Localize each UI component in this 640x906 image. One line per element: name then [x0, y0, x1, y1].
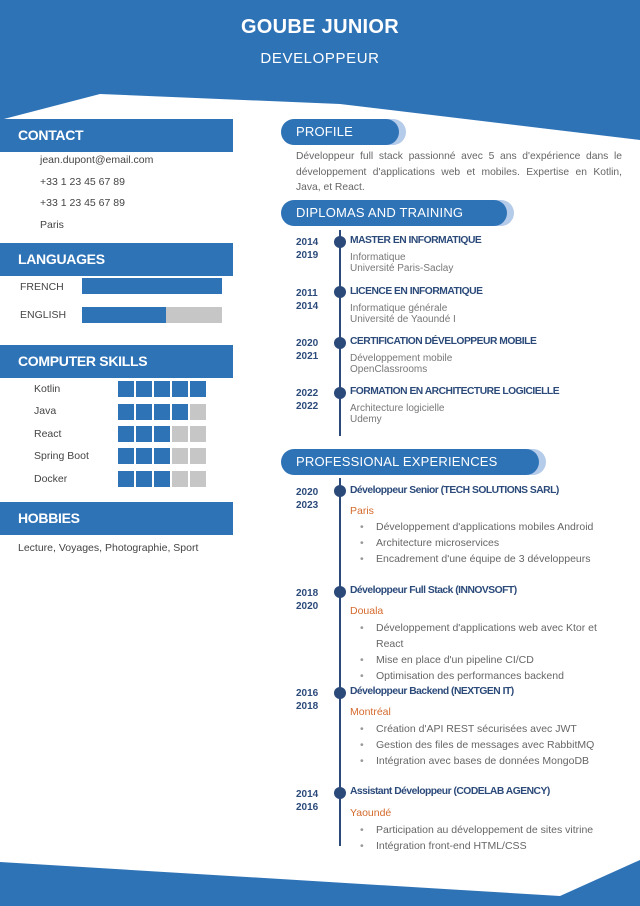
- skill-label: Spring Boot: [34, 450, 89, 462]
- experience-location: Montréal: [350, 706, 391, 718]
- task-item: • Optimisation des performances backend: [360, 668, 622, 684]
- diploma-details: Architecture logicielle Udemy: [350, 403, 445, 425]
- experience-location: Paris: [350, 505, 374, 517]
- skill-level-meter: [118, 426, 206, 442]
- timeline-dot: [334, 337, 346, 349]
- skill-level-meter: [118, 471, 206, 487]
- languages-heading: LANGUAGES: [0, 243, 233, 276]
- skill-level-box: [136, 471, 152, 487]
- task-item: • Création d'API REST sécurisées avec JWT: [360, 721, 622, 737]
- experience-location: Yaoundé: [350, 807, 392, 819]
- skill-label: Docker: [34, 473, 68, 485]
- skill-level-meter: [118, 381, 206, 397]
- task-item: • Développement d'applications mobiles Android: [360, 519, 622, 535]
- experiences-heading: PROFESSIONAL EXPERIENCES: [281, 449, 539, 475]
- profile-summary: Développeur full stack passionné avec 5 ans d'expérience dans le développement d'applications web et mobiles. Expertise en Kotlin, Java, et React.: [296, 151, 622, 193]
- language-label: ENGLISH: [20, 309, 67, 321]
- task-item: • Mise en place d'un pipeline CI/CD: [360, 652, 622, 668]
- skill-label: React: [34, 428, 62, 440]
- skill-label: Java: [34, 405, 57, 417]
- contact-heading: CONTACT: [0, 119, 233, 152]
- diploma-details: Informatique générale Université de Yaoundé I: [350, 303, 456, 325]
- skill-level-box: [172, 404, 188, 420]
- task-item: • Architecture microservices: [360, 535, 622, 551]
- skill-level-box: [154, 471, 170, 487]
- skill-level-box: [118, 381, 134, 397]
- timeline-dot: [334, 387, 346, 399]
- experience-tasks: [360, 822, 622, 854]
- timeline-dot: [334, 787, 346, 799]
- diploma-years: 2014 2019: [296, 237, 319, 261]
- experience-title: Développeur Full Stack (INNOVSOFT): [350, 585, 517, 596]
- skill-level-box: [172, 471, 188, 487]
- timeline-dot: [334, 236, 346, 248]
- diplomas-heading: DIPLOMAS AND TRAINING: [281, 200, 507, 226]
- contact-phone-secondary: +33 1 23 45 67 89: [40, 197, 125, 209]
- skill-level-box: [172, 426, 188, 442]
- skill-level-box: [190, 471, 206, 487]
- diplomas-timeline: [339, 230, 341, 436]
- skill-level-meter: [118, 404, 206, 420]
- skill-level-meter: [118, 448, 206, 464]
- skill-level-box: [190, 426, 206, 442]
- experience-tasks: [360, 519, 622, 567]
- timeline-dot: [334, 687, 346, 699]
- skill-level-box: [136, 404, 152, 420]
- contact-city: Paris: [40, 219, 64, 231]
- timeline-dot: [334, 286, 346, 298]
- skill-level-box: [136, 448, 152, 464]
- experience-tasks: [360, 721, 622, 769]
- skill-level-box: [118, 404, 134, 420]
- task-item: • Développement d'applications web avec Ktor et React: [360, 620, 622, 652]
- experience-years: 2014 2016: [296, 789, 319, 813]
- skills-heading: COMPUTER SKILLS: [0, 345, 233, 378]
- experience-years: 2018 2020: [296, 588, 319, 612]
- skill-level-box: [136, 426, 152, 442]
- skill-level-box: [154, 448, 170, 464]
- task-item: • Intégration avec bases de données MongoDB: [360, 753, 622, 769]
- experience-title: Développeur Backend (NEXTGEN IT): [350, 686, 514, 697]
- skill-level-box: [136, 381, 152, 397]
- skill-level-box: [172, 448, 188, 464]
- job-title: DEVELOPPEUR: [260, 50, 380, 67]
- skill-level-box: [154, 404, 170, 420]
- timeline-dot: [334, 586, 346, 598]
- timeline-dot: [334, 485, 346, 497]
- skill-level-box: [190, 381, 206, 397]
- skill-level-box: [118, 448, 134, 464]
- skill-level-box: [190, 448, 206, 464]
- skill-level-box: [172, 381, 188, 397]
- diploma-years: 2022 2022: [296, 388, 319, 412]
- task-item: • Encadrement d'une équipe de 3 développeurs: [360, 551, 622, 567]
- candidate-name: GOUBE JUNIOR: [240, 16, 400, 38]
- diploma-years: 2020 2021: [296, 338, 319, 362]
- experience-tasks: [360, 620, 622, 684]
- diploma-title: MASTER EN INFORMATIQUE: [350, 235, 482, 246]
- diploma-title: FORMATION EN ARCHITECTURE LOGICIELLE: [350, 386, 560, 397]
- footer-banner: [0, 858, 640, 906]
- language-label: FRENCH: [20, 281, 64, 293]
- experience-title: Assistant Développeur (CODELAB AGENCY): [350, 786, 550, 797]
- contact-email: jean.dupont@email.com: [40, 154, 154, 166]
- skill-level-box: [118, 471, 134, 487]
- experience-years: 2020 2023: [296, 487, 319, 511]
- skill-label: Kotlin: [34, 383, 61, 395]
- hobbies-heading: HOBBIES: [0, 502, 233, 535]
- skill-level-box: [190, 404, 206, 420]
- skill-level-box: [154, 381, 170, 397]
- diploma-title: LICENCE EN INFORMATIQUE: [350, 286, 483, 297]
- experience-title: Développeur Senior (TECH SOLUTIONS SARL): [350, 485, 559, 496]
- diploma-details: Développement mobile OpenClassrooms: [350, 353, 453, 375]
- experience-location: Douala: [350, 605, 384, 617]
- hobbies-text: Lecture, Voyages, Photographie, Sport: [18, 542, 199, 554]
- diploma-title: CERTIFICATION DÉVELOPPEUR MOBILE: [350, 336, 537, 347]
- experience-years: 2016 2018: [296, 688, 319, 712]
- language-level-bar: [82, 278, 222, 294]
- profile-heading: PROFILE: [281, 119, 399, 145]
- task-item: • Participation au développement de sites vitrine: [360, 822, 622, 838]
- skill-level-box: [118, 426, 134, 442]
- task-item: • Intégration front-end HTML/CSS: [360, 838, 622, 854]
- skill-level-box: [154, 426, 170, 442]
- diploma-years: 2011 2014: [296, 288, 319, 312]
- diploma-details: Informatique Université Paris-Saclay: [350, 252, 454, 274]
- language-level-bar: [82, 307, 222, 323]
- contact-phone: +33 1 23 45 67 89: [40, 176, 125, 188]
- task-item: • Gestion des files de messages avec RabbitMQ: [360, 737, 622, 753]
